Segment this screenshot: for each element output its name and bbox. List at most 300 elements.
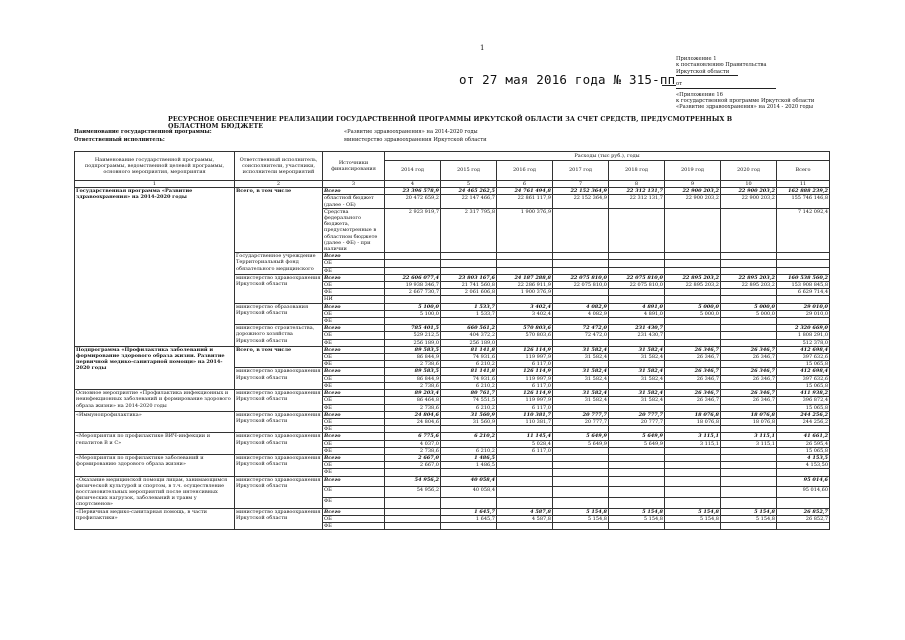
year-value-cell: 31 582,4 xyxy=(609,375,665,382)
year-value-cell: 21 741 560,8 xyxy=(441,282,497,289)
year-value-cell: 31 582,4 xyxy=(553,375,609,382)
year-value-cell: 4 082,9 xyxy=(553,310,609,317)
year-value-cell: 1 533,7 xyxy=(441,310,497,317)
year-value-cell: 119 997,9 xyxy=(497,375,553,382)
total-cell xyxy=(777,426,830,433)
year-value-cell xyxy=(385,253,441,260)
year-value-cell: 6 210,2 xyxy=(441,433,497,440)
column-number: 4 xyxy=(385,181,441,188)
year-value-cell: 22 895 203,2 xyxy=(665,282,721,289)
year-value-cell xyxy=(497,318,553,325)
funding-source-cell: ОБ xyxy=(323,260,385,267)
year-value-cell xyxy=(497,462,553,469)
year-value-cell: 22 861 117,9 xyxy=(497,195,553,208)
year-value-cell xyxy=(385,469,441,476)
year-value-cell xyxy=(553,260,609,267)
year-value-cell xyxy=(721,382,777,389)
total-cell: 26 852,7 xyxy=(777,508,830,515)
column-number: 7 xyxy=(553,181,609,188)
year-value-cell xyxy=(665,318,721,325)
year-value-cell: 3 402,4 xyxy=(497,303,553,310)
year-value-cell: 2 738,6 xyxy=(385,447,441,454)
year-value-cell: 26 346,7 xyxy=(665,354,721,361)
year-value-cell: 20 472 659,2 xyxy=(385,195,441,208)
year-value-cell xyxy=(497,267,553,274)
year-value-cell: 5 100,0 xyxy=(385,303,441,310)
year-value-cell: 5 154,8 xyxy=(553,515,609,522)
year-value-cell xyxy=(553,253,609,260)
year-value-cell xyxy=(721,253,777,260)
header-year: 2017 год xyxy=(553,161,609,181)
year-value-cell: 1 486,5 xyxy=(441,462,497,469)
year-value-cell xyxy=(553,289,609,296)
total-cell: 15 065,8 xyxy=(777,382,830,389)
year-value-cell: 2 738,6 xyxy=(385,404,441,411)
executor-cell: министерство здравоохранения Иркутской области xyxy=(235,411,323,433)
year-value-cell: 404 372,2 xyxy=(441,332,497,339)
total-cell xyxy=(777,318,830,325)
year-value-cell xyxy=(441,497,497,508)
year-value-cell: 81 141,8 xyxy=(441,346,497,353)
year-value-cell xyxy=(553,487,609,498)
year-value-cell: 3 402,4 xyxy=(497,310,553,317)
year-value-cell xyxy=(553,497,609,508)
year-value-cell xyxy=(385,260,441,267)
funding-source-cell: ФБ xyxy=(323,289,385,296)
year-value-cell: 5 649,9 xyxy=(609,440,665,447)
year-value-cell: 570 803,6 xyxy=(497,325,553,332)
year-value-cell: 86 464,8 xyxy=(385,397,441,404)
program-name-cell: «Оказание медицинской помощи лицам, занимающимся физической культурой и спортом, в т.ч. осуществление восстановительных мероприятий после интенсивных физических нагрузок, заболеваний и травм у спортсменов» xyxy=(75,476,235,508)
total-cell xyxy=(777,497,830,508)
year-value-cell: 31 582,4 xyxy=(609,368,665,375)
total-cell: 162 888 239,2 xyxy=(777,188,830,195)
year-value-cell: 110 381,7 xyxy=(497,411,553,418)
appendix2-line: к государственной программе Иркутской области xyxy=(676,98,815,105)
year-value-cell xyxy=(441,253,497,260)
funding-source-cell: Всего xyxy=(323,368,385,375)
year-value-cell: 2 738,6 xyxy=(385,361,441,368)
year-value-cell xyxy=(441,318,497,325)
year-value-cell: 31 582,4 xyxy=(553,346,609,353)
year-value-cell: 3 115,1 xyxy=(665,440,721,447)
year-value-cell xyxy=(553,404,609,411)
year-value-cell xyxy=(721,522,777,529)
year-value-cell xyxy=(665,325,721,332)
total-cell: 7 142 092,4 xyxy=(777,208,830,252)
total-cell: 4 153,50 xyxy=(777,462,830,469)
year-value-cell: 3 115,1 xyxy=(721,433,777,440)
funding-source-cell: Всего xyxy=(323,253,385,260)
column-number: 8 xyxy=(609,181,665,188)
funding-source-cell: ФБ xyxy=(323,447,385,454)
year-value-cell: 1 645,7 xyxy=(441,515,497,522)
year-value-cell xyxy=(609,361,665,368)
year-value-cell: 6 117,0 xyxy=(497,404,553,411)
year-value-cell: 256 189,0 xyxy=(385,339,441,346)
year-value-cell: 20 777,7 xyxy=(609,411,665,418)
year-value-cell xyxy=(553,361,609,368)
funding-source-cell: Всего xyxy=(323,346,385,353)
year-value-cell: 2 061 606,8 xyxy=(441,289,497,296)
year-value-cell xyxy=(665,476,721,487)
year-value-cell xyxy=(665,339,721,346)
total-cell: 153 908 845,8 xyxy=(777,282,830,289)
year-value-cell: 22 895 203,2 xyxy=(721,282,777,289)
year-value-cell: 6 210,2 xyxy=(441,404,497,411)
year-value-cell xyxy=(497,469,553,476)
funding-source-cell: Всего xyxy=(323,508,385,515)
funding-source-cell: ФБ xyxy=(323,497,385,508)
year-value-cell: 74 551,5 xyxy=(441,397,497,404)
total-cell: 412 698,4 xyxy=(777,368,830,375)
year-value-cell xyxy=(385,318,441,325)
funding-source-cell: Всего xyxy=(323,476,385,487)
year-value-cell: 231 430,7 xyxy=(609,332,665,339)
funding-source-cell: ФБ xyxy=(323,382,385,389)
year-value-cell xyxy=(553,318,609,325)
year-value-cell xyxy=(385,515,441,522)
year-value-cell xyxy=(665,426,721,433)
year-value-cell: 86 844,9 xyxy=(385,354,441,361)
year-value-cell: 126 114,9 xyxy=(497,390,553,397)
year-value-cell xyxy=(665,208,721,252)
year-value-cell: 24 804,6 xyxy=(385,418,441,425)
decree-stamp: от 27 мая 2016 года № 315-пп xyxy=(459,72,676,87)
total-cell: 160 538 560,2 xyxy=(777,274,830,281)
column-number: 11 xyxy=(777,181,830,188)
year-value-cell: 5 154,8 xyxy=(665,508,721,515)
year-value-cell xyxy=(721,462,777,469)
year-value-cell: 26 346,7 xyxy=(721,368,777,375)
year-value-cell: 6 775,6 xyxy=(385,433,441,440)
executor-cell: министерство здравоохранения Иркутской области xyxy=(235,508,323,530)
executor-cell: министерство здравоохранения Иркутской области xyxy=(235,454,323,476)
year-value-cell xyxy=(665,404,721,411)
header-year: 2016 год xyxy=(497,161,553,181)
year-value-cell: 785 401,5 xyxy=(385,325,441,332)
year-value-cell xyxy=(721,260,777,267)
year-value-cell xyxy=(553,426,609,433)
year-value-cell xyxy=(553,476,609,487)
year-value-cell xyxy=(441,469,497,476)
year-value-cell: 6 117,0 xyxy=(497,382,553,389)
funding-source-cell: Всего xyxy=(323,274,385,281)
appendix1-line: Приложение 1 xyxy=(676,56,717,62)
column-number: 2 xyxy=(235,181,323,188)
year-value-cell xyxy=(553,208,609,252)
year-value-cell: 22 606 077,4 xyxy=(385,274,441,281)
year-value-cell: 24 187 288,8 xyxy=(497,274,553,281)
total-cell: 396 872,4 xyxy=(777,397,830,404)
year-value-cell xyxy=(721,325,777,332)
year-value-cell: 570 803,6 xyxy=(497,332,553,339)
year-value-cell xyxy=(609,462,665,469)
year-value-cell: 119 997,9 xyxy=(497,397,553,404)
year-value-cell: 40 058,4 xyxy=(441,487,497,498)
year-value-cell xyxy=(721,497,777,508)
year-value-cell xyxy=(441,267,497,274)
funding-source-cell: ФБ xyxy=(323,267,385,274)
year-value-cell: 26 346,7 xyxy=(721,354,777,361)
year-value-cell xyxy=(721,476,777,487)
funding-source-cell: Всего xyxy=(323,390,385,397)
year-value-cell xyxy=(497,454,553,461)
year-value-cell: 31 582,4 xyxy=(553,368,609,375)
header-year: 2015 год xyxy=(441,161,497,181)
total-cell: 397 632,6 xyxy=(777,354,830,361)
year-value-cell xyxy=(721,296,777,303)
year-value-cell: 5 100,0 xyxy=(385,310,441,317)
year-value-cell: 24 761 494,8 xyxy=(497,188,553,195)
total-cell: 411 938,2 xyxy=(777,390,830,397)
year-value-cell: 18 076,8 xyxy=(721,411,777,418)
year-value-cell: 2 317 795,8 xyxy=(441,208,497,252)
funding-source-cell: Средства федерального бюджета, предусмотренные в областном бюджете (далее - ФБ) - при наличии xyxy=(323,208,385,252)
year-value-cell: 18 076,8 xyxy=(721,418,777,425)
year-value-cell: 26 346,7 xyxy=(665,368,721,375)
year-value-cell: 4 891,0 xyxy=(609,310,665,317)
year-value-cell xyxy=(665,454,721,461)
funding-source-cell: Всего xyxy=(323,303,385,310)
year-value-cell: 5 154,8 xyxy=(553,508,609,515)
column-number: 3 xyxy=(323,181,385,188)
funding-source-cell: ОБ xyxy=(323,418,385,425)
year-value-cell: 2 667,0 xyxy=(385,454,441,461)
funding-source-cell: ФБ xyxy=(323,426,385,433)
resource-table xyxy=(74,151,830,530)
year-value-cell xyxy=(497,260,553,267)
year-value-cell: 89 583,5 xyxy=(385,346,441,353)
appendix2-line: «Приложение 16 xyxy=(676,91,723,98)
program-name-cell: «Мероприятия по профилактике заболеваний и формированию здорового образа жизни» xyxy=(75,454,235,476)
year-value-cell: 5 000,0 xyxy=(665,303,721,310)
year-value-cell xyxy=(721,289,777,296)
year-value-cell: 54 956,2 xyxy=(385,476,441,487)
year-value-cell xyxy=(609,260,665,267)
year-value-cell: 5 649,9 xyxy=(553,433,609,440)
year-value-cell xyxy=(665,296,721,303)
year-value-cell xyxy=(721,332,777,339)
year-value-cell xyxy=(553,462,609,469)
appendix1-line: Иркутской области xyxy=(676,69,738,76)
funding-source-cell: ОБ xyxy=(323,462,385,469)
total-cell: 95 014,6 xyxy=(777,476,830,487)
year-value-cell: 22 152 364,9 xyxy=(553,188,609,195)
column-number: 10 xyxy=(721,181,777,188)
year-value-cell: 22 895 203,2 xyxy=(721,274,777,281)
year-value-cell: 26 346,7 xyxy=(721,397,777,404)
year-value-cell xyxy=(721,339,777,346)
year-value-cell: 22 152 364,9 xyxy=(553,195,609,208)
year-value-cell xyxy=(609,497,665,508)
year-value-cell: 72 472,0 xyxy=(553,325,609,332)
year-value-cell: 3 115,1 xyxy=(721,440,777,447)
funding-source-cell: ОБ xyxy=(323,515,385,522)
year-value-cell: 5 000,0 xyxy=(721,303,777,310)
year-value-cell: 22 900 203,2 xyxy=(665,188,721,195)
year-value-cell: 72 472,0 xyxy=(553,332,609,339)
total-cell: 244 256,2 xyxy=(777,411,830,418)
year-value-cell: 2 667 730,7 xyxy=(385,289,441,296)
funding-source-cell: ОБ xyxy=(323,440,385,447)
program-value: «Развитие здравоохранения» на 2014-2020 годы xyxy=(344,129,478,135)
program-label: Наименование государственной программы: xyxy=(74,129,212,135)
total-cell: 6 629 714,4 xyxy=(777,289,830,296)
appendix1-date-line: от xyxy=(676,81,776,88)
year-value-cell: 5 154,8 xyxy=(609,508,665,515)
year-value-cell xyxy=(497,522,553,529)
year-value-cell: 89 203,4 xyxy=(385,390,441,397)
year-value-cell: 22 312 131,7 xyxy=(609,188,665,195)
appendix-block xyxy=(676,56,876,111)
header-year: 2014 год xyxy=(385,161,441,181)
year-value-cell: 5 649,9 xyxy=(609,433,665,440)
year-value-cell xyxy=(721,318,777,325)
funding-source-cell: Всего xyxy=(323,325,385,332)
year-value-cell: 24 804,6 xyxy=(385,411,441,418)
executor-cell: Всего, в том числе xyxy=(235,188,323,253)
year-value-cell xyxy=(721,426,777,433)
year-value-cell xyxy=(385,522,441,529)
total-cell: 95 014,60 xyxy=(777,487,830,498)
year-value-cell: 18 076,8 xyxy=(665,411,721,418)
header-expenses: Расходы (тыс руб.), годы xyxy=(385,152,830,161)
funding-source-cell: ОБ xyxy=(323,375,385,382)
program-name-cell: «Мероприятия по профилактике ВИЧ-инфекции и гепатитов В и С» xyxy=(75,433,235,455)
year-value-cell: 6 210,2 xyxy=(441,361,497,368)
year-value-cell: 5 000,0 xyxy=(665,310,721,317)
year-value-cell xyxy=(665,332,721,339)
funding-source-cell: Всего xyxy=(323,433,385,440)
year-value-cell xyxy=(441,260,497,267)
year-value-cell xyxy=(553,296,609,303)
year-value-cell: 4 587,8 xyxy=(497,508,553,515)
total-cell: 155 746 146,8 xyxy=(777,195,830,208)
year-value-cell: 31 582,4 xyxy=(553,397,609,404)
year-value-cell xyxy=(385,267,441,274)
year-value-cell: 1 533,7 xyxy=(441,303,497,310)
year-value-cell xyxy=(553,267,609,274)
year-value-cell xyxy=(609,339,665,346)
page-number: 1 xyxy=(480,44,485,52)
year-value-cell xyxy=(497,476,553,487)
year-value-cell xyxy=(609,296,665,303)
year-value-cell xyxy=(665,522,721,529)
funding-source-cell: Всего xyxy=(323,454,385,461)
year-value-cell: 11 145,4 xyxy=(497,433,553,440)
year-value-cell: 22 075 810,0 xyxy=(553,282,609,289)
year-value-cell: 31 560,9 xyxy=(441,411,497,418)
total-cell: 4 153,5 xyxy=(777,454,830,461)
total-cell: 1 808 291,0 xyxy=(777,332,830,339)
total-cell: 512 378,0 xyxy=(777,339,830,346)
year-value-cell: 6 117,0 xyxy=(497,361,553,368)
funding-source-cell: ОБ xyxy=(323,282,385,289)
year-value-cell: 31 582,4 xyxy=(553,354,609,361)
year-value-cell: 6 117,0 xyxy=(497,447,553,454)
year-value-cell: 4 587,8 xyxy=(497,515,553,522)
year-value-cell: 22 075 810,0 xyxy=(553,274,609,281)
year-value-cell: 22 895 203,2 xyxy=(665,274,721,281)
year-value-cell: 26 346,7 xyxy=(665,397,721,404)
year-value-cell: 5 154,8 xyxy=(609,515,665,522)
total-cell xyxy=(777,296,830,303)
year-value-cell: 26 346,7 xyxy=(721,390,777,397)
year-value-cell: 1 900 376,9 xyxy=(497,208,553,252)
table-row xyxy=(75,454,830,461)
executor-cell: министерство строительства, дорожного хозяйства Иркутской области xyxy=(235,325,323,347)
header-total: Всего xyxy=(777,161,830,181)
year-value-cell: 20 777,7 xyxy=(553,411,609,418)
funding-source-cell: ОБ xyxy=(323,487,385,498)
year-value-cell: 74 931,6 xyxy=(441,354,497,361)
year-value-cell xyxy=(665,361,721,368)
total-cell xyxy=(777,260,830,267)
year-value-cell xyxy=(497,253,553,260)
executor-label: Ответственный исполнитель: xyxy=(74,137,165,143)
year-value-cell xyxy=(721,469,777,476)
appendix2-line: «Развитие здравоохранения» на 2014 - 2020 годы xyxy=(676,104,813,111)
appendix1-line: к постановлению Правительства xyxy=(676,62,767,69)
program-name-cell: Основное мероприятие «Профилактика инфекционных и неинфекционных заболеваний и формирование здорового образа жизни» на 2014-2020 годы xyxy=(75,390,235,412)
year-value-cell xyxy=(665,267,721,274)
total-cell xyxy=(777,469,830,476)
year-value-cell: 6 210,2 xyxy=(441,447,497,454)
document-title: РЕСУРСНОЕ ОБЕСПЕЧЕНИЕ РЕАЛИЗАЦИИ ГОСУДАРСТВЕННОЙ ПРОГРАММЫ ИРКУТСКОЙ ОБЛАСТИ ЗА СЧЕТ СРЕДСТВ, ПРЕДУСМОТРЕННЫХ В ОБЛАСТНОМ БЮДЖЕТЕ xyxy=(168,116,733,130)
year-value-cell: 31 582,4 xyxy=(609,397,665,404)
year-value-cell xyxy=(665,469,721,476)
executor-cell: министерство здравоохранения Иркутской области xyxy=(235,274,323,303)
year-value-cell: 529 212,5 xyxy=(385,332,441,339)
year-value-cell xyxy=(497,426,553,433)
year-value-cell: 22 312 131,7 xyxy=(609,195,665,208)
year-value-cell: 19 938 346,7 xyxy=(385,282,441,289)
year-value-cell: 1 645,7 xyxy=(441,508,497,515)
year-value-cell: 22 900 203,2 xyxy=(721,195,777,208)
year-value-cell: 40 058,4 xyxy=(441,476,497,487)
header-executor: Ответственный исполнитель, соисполнители, участники, исполнители мероприятий xyxy=(235,152,323,181)
year-value-cell: 5 154,8 xyxy=(721,515,777,522)
total-cell: 397 632,6 xyxy=(777,375,830,382)
year-value-cell xyxy=(385,426,441,433)
year-value-cell: 31 582,4 xyxy=(609,346,665,353)
year-value-cell: 26 346,7 xyxy=(665,346,721,353)
year-value-cell: 2 667,0 xyxy=(385,462,441,469)
total-cell: 15 065,8 xyxy=(777,404,830,411)
year-value-cell: 80 761,7 xyxy=(441,390,497,397)
year-value-cell: 86 844,9 xyxy=(385,375,441,382)
year-value-cell xyxy=(609,289,665,296)
year-value-cell: 5 154,8 xyxy=(665,515,721,522)
year-value-cell: 22 286 911,9 xyxy=(497,282,553,289)
year-value-cell xyxy=(721,404,777,411)
total-cell xyxy=(777,253,830,260)
total-cell: 26 595,4 xyxy=(777,440,830,447)
year-value-cell: 20 777,7 xyxy=(553,418,609,425)
header-year: 2020 год xyxy=(721,161,777,181)
year-value-cell xyxy=(665,487,721,498)
total-cell: 412 698,4 xyxy=(777,346,830,353)
total-cell: 244 256,2 xyxy=(777,418,830,425)
year-value-cell: 22 900 203,2 xyxy=(721,188,777,195)
year-value-cell xyxy=(721,447,777,454)
year-value-cell: 22 075 810,0 xyxy=(609,274,665,281)
year-value-cell xyxy=(385,508,441,515)
column-number: 5 xyxy=(441,181,497,188)
year-value-cell: 660 561,2 xyxy=(441,325,497,332)
year-value-cell xyxy=(609,454,665,461)
